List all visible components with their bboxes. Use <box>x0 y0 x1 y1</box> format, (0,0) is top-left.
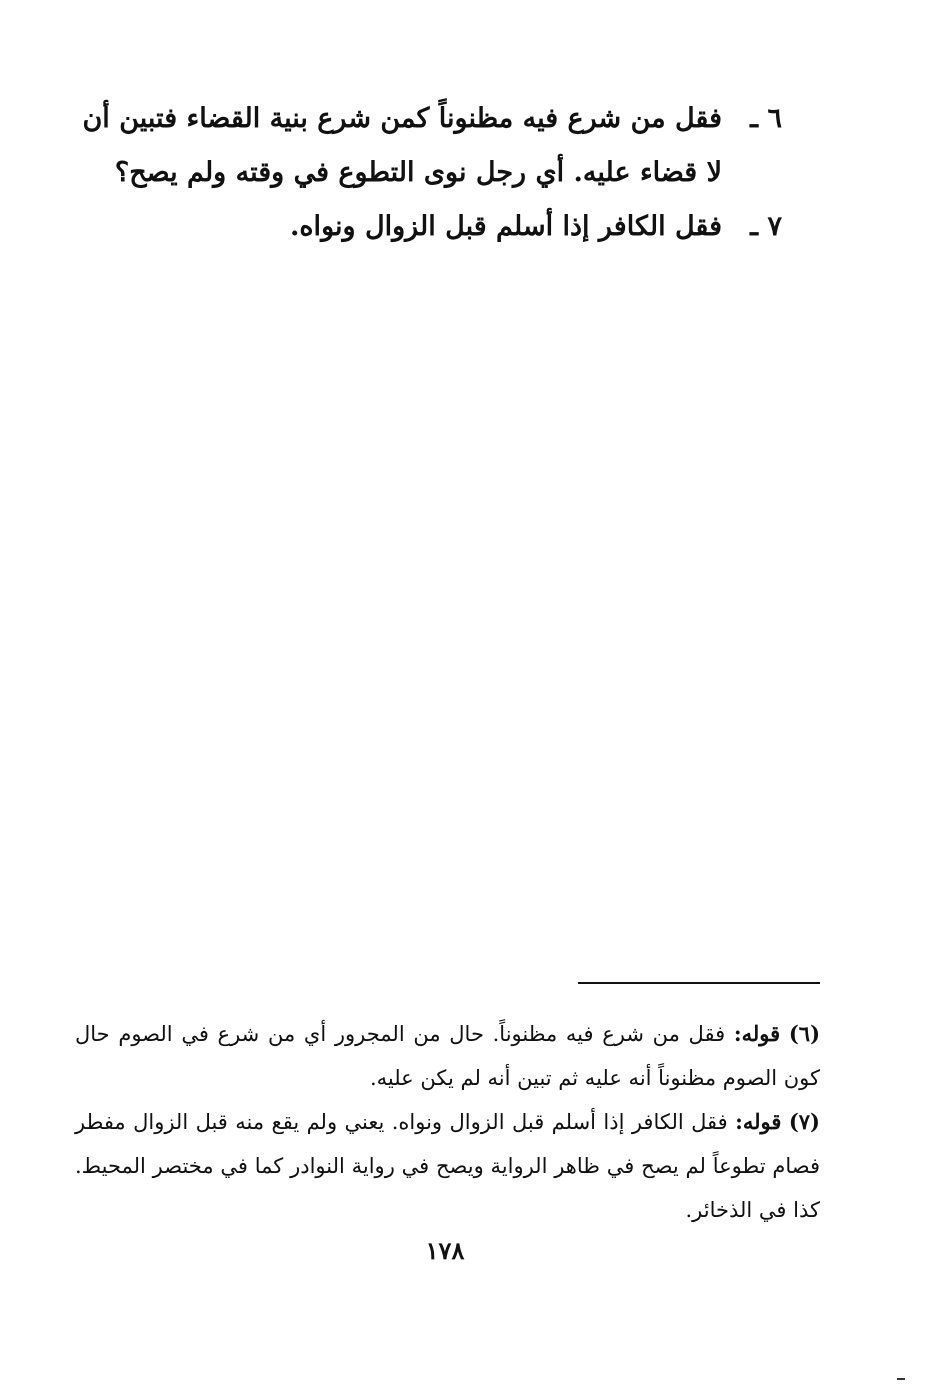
footnote-text: فقل الكافر إذا أسلم قبل الزوال ونواه. يعني ولم يقع منه قبل الزوال مفطر فصام تطوعاً لم يصح في ظاهر الرواية ويصح في رواية النوادر كما في مختصر المحيط. كذا في الذخائر. <box>75 1110 820 1222</box>
question-text: فقل الكافر إذا أسلم قبل الزوال ونواه. <box>290 211 722 242</box>
footnote-keyword: قوله: <box>735 1109 782 1134</box>
footnote-keyword: قوله: <box>733 1021 781 1046</box>
question-text: فقل من شرع فيه مظنوناً كمن شرع بنية القضاء فتبين أن لا قضاء عليه. أي رجل نوى التطوع في وقته ولم يصح؟ <box>82 103 722 188</box>
question-number: ٦ ـ <box>750 103 782 134</box>
question-number: ٧ ـ <box>750 211 782 242</box>
question-item-6 <box>70 92 782 200</box>
footnotes <box>75 1012 820 1232</box>
footnote-6 <box>75 1012 820 1100</box>
main-text <box>70 92 782 254</box>
page-number: ١٧٨ <box>425 1236 465 1265</box>
question-item-7 <box>70 200 782 254</box>
footnote-number: (٦) <box>788 1021 820 1046</box>
footnote-7 <box>75 1100 820 1232</box>
footnote-text: فقل من شرع فيه مظنوناً. حال من المجرور أي من شرع في الصوم حال كون الصوم مظنوناً أنه عليه ثم تبين أنه لم يكن عليه. <box>75 1022 820 1090</box>
scan-mark <box>897 1378 905 1380</box>
footnote-number: (٧) <box>788 1109 820 1134</box>
footnote-divider <box>578 982 820 984</box>
